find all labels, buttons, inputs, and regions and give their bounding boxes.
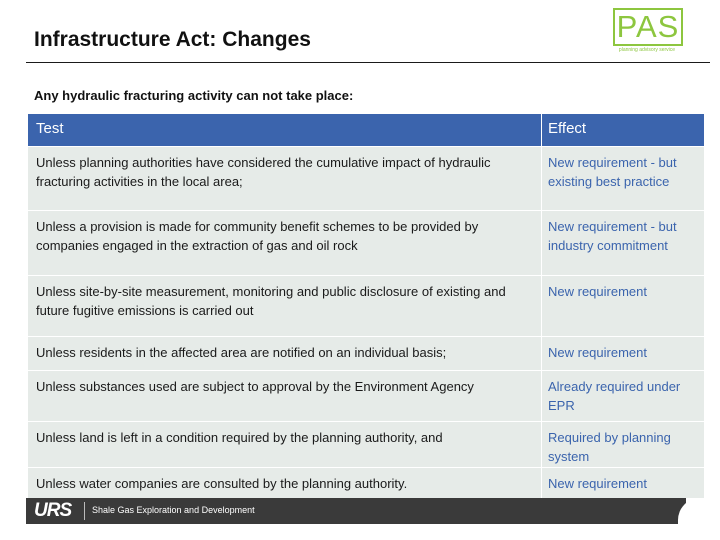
table-header-row [28,114,704,147]
footer-divider [84,502,85,520]
header-test: Test [28,114,542,146]
table-row [28,276,704,337]
table-row [28,337,704,371]
intro-text: Any hydraulic fracturing activity can not take place: [34,88,354,103]
table-row [28,468,704,499]
table-row [28,422,704,468]
effect-cell: New requirement [548,284,647,299]
effect-cell: New requirement - but existing best practice [548,155,677,189]
effect-cell: Required by planning system [548,430,671,464]
pas-logo [609,8,685,56]
pas-logo-subtitle: planning advisory service [618,47,676,53]
effect-cell: Already required under EPR [548,379,681,413]
table-row [28,371,704,422]
urs-logo: URS [34,500,72,521]
effect-cell: New requirement - but industry commitment [548,219,677,253]
footer-bar [26,498,710,526]
test-cell: Unless water companies are consulted by the planning authority. [28,468,542,498]
table-row [28,147,704,211]
title-divider [26,62,710,63]
slide-title: Infrastructure Act: Changes [34,28,311,51]
effect-cell: New requirement [548,345,647,360]
footer-text: Shale Gas Exploration and Development [92,505,255,515]
changes-table [28,114,704,499]
effect-cell: New requirement [548,476,647,491]
test-cell: Unless a provision is made for community benefit schemes to be provided by companies engaged in the extraction of gas and oil rock [28,211,542,275]
header-effect: Effect [548,120,587,137]
test-cell: Unless planning authorities have considered the cumulative impact of hydraulic fracturing activities in the local area; [28,147,542,210]
pas-logo-mark: PAS [613,8,683,46]
test-cell: Unless land is left in a condition required by the planning authority, and [28,422,542,467]
table-row [28,211,704,276]
test-cell: Unless substances used are subject to approval by the Environment Agency [28,371,542,421]
test-cell: Unless site-by-site measurement, monitoring and public disclosure of existing and future fugitive emissions is carried out [28,276,542,336]
test-cell: Unless residents in the affected area are notified on an individual basis; [28,337,542,370]
